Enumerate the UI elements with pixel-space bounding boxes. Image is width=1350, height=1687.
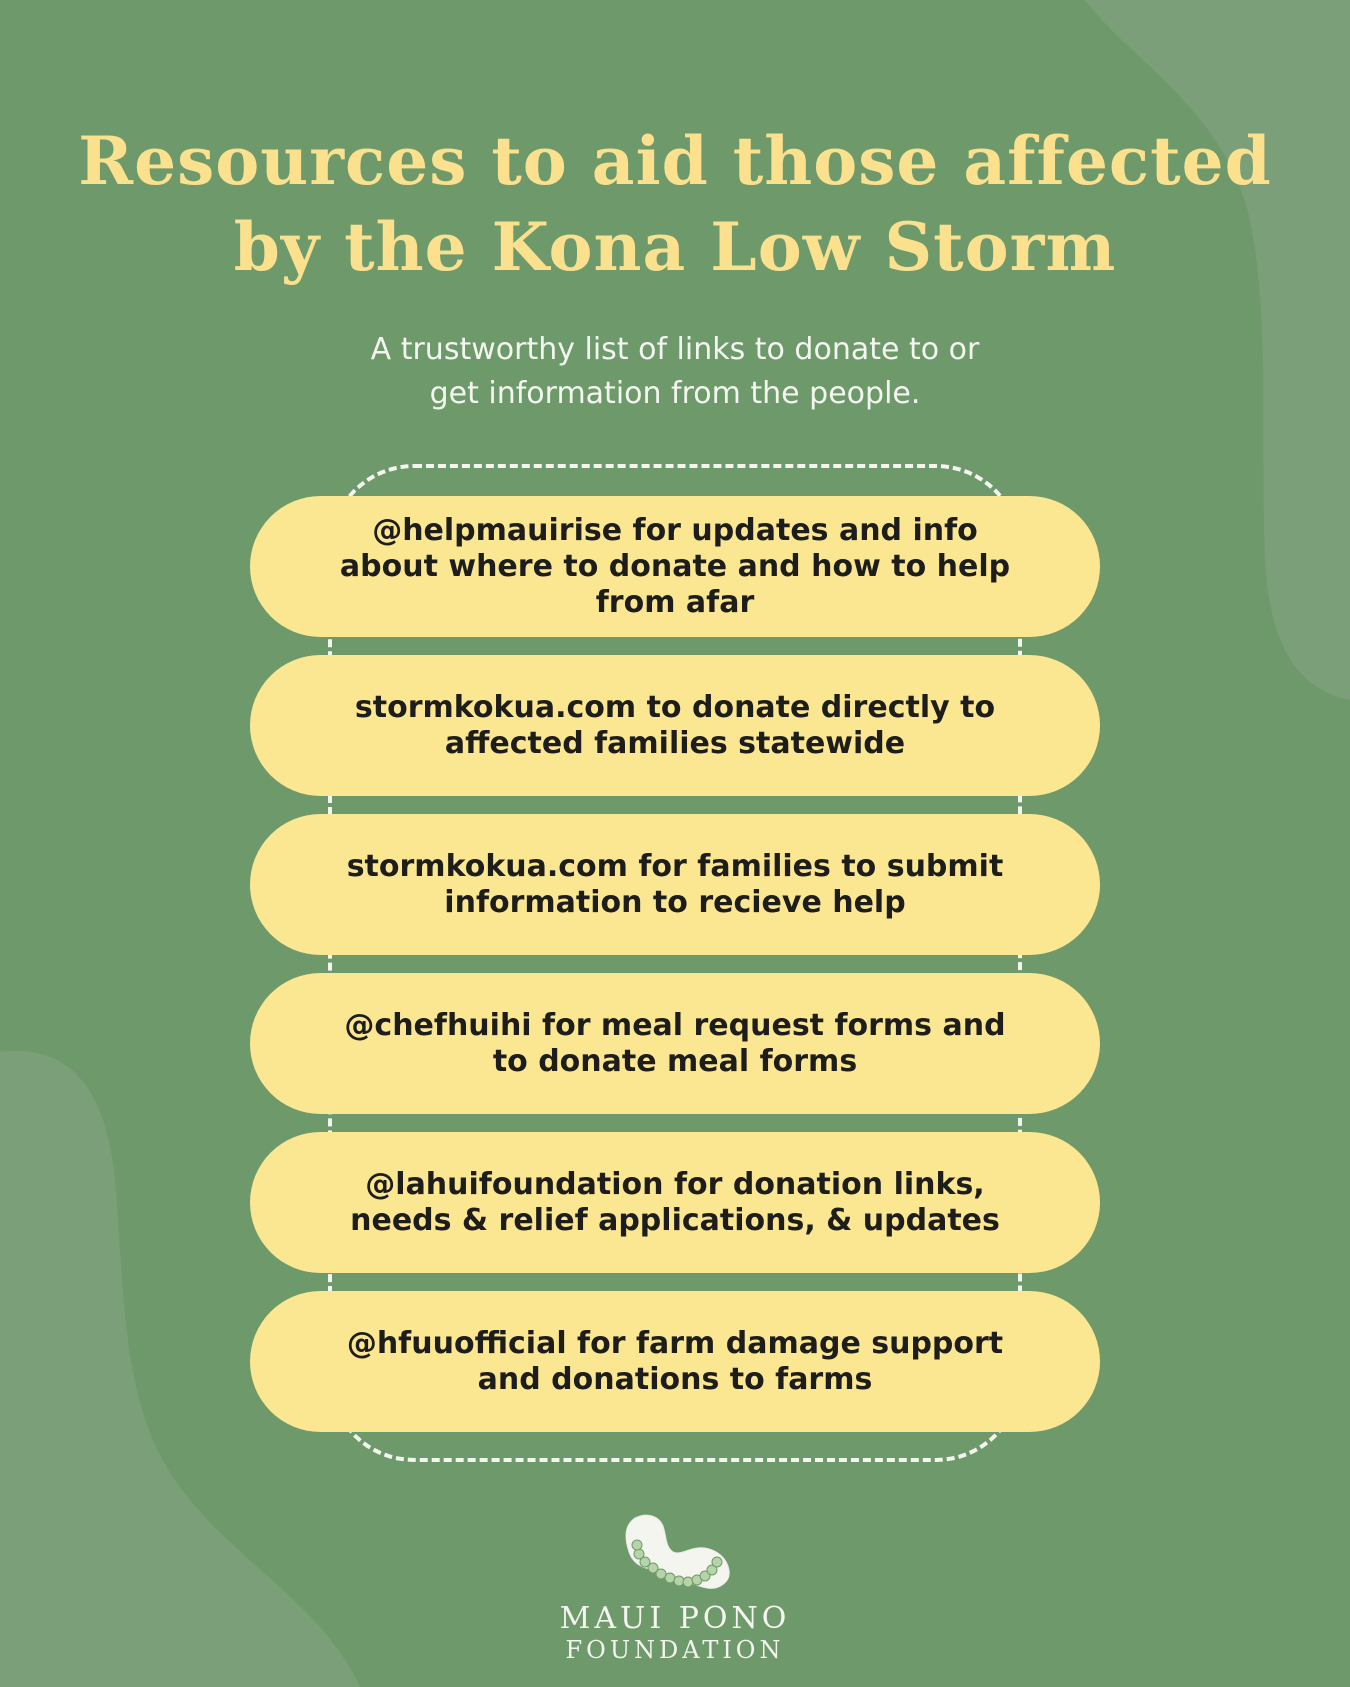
resource-text [330, 849, 1020, 921]
resource-line: stormkokua.com for families to submit [346, 848, 1004, 884]
resource-line: @chefhuihi for meal request forms and [344, 1007, 1006, 1043]
logo-wordmark-line2: FOUNDATION [565, 1636, 785, 1664]
resource-text [330, 513, 1020, 621]
resource-line: needs & relief applications, & updates [350, 1202, 1000, 1238]
title-line: by the Kona Low Storm [233, 208, 1117, 286]
resource-text [330, 690, 1020, 762]
resource-text [330, 1326, 1020, 1398]
subtitle-line: A trustworthy list of links to donate to or [370, 332, 980, 367]
resource-line: @lahuifoundation for donation links, [365, 1166, 985, 1202]
resource-item-stormkokua-donate [250, 655, 1100, 796]
resource-line: and donations to farms [477, 1361, 873, 1397]
page-title [0, 118, 1350, 290]
resource-line: stormkokua.com to donate directly to [354, 689, 996, 725]
resource-item-stormkokua-submit [250, 814, 1100, 955]
resource-item-hfuuofficial [250, 1291, 1100, 1432]
resource-item-helpmauirise [250, 496, 1100, 637]
resource-line: to donate meal forms [492, 1043, 858, 1079]
resource-item-lahuifoundation [250, 1132, 1100, 1273]
subtitle-line: get information from the people. [429, 376, 921, 411]
resource-line: @hfuuofficial for farm damage support [346, 1325, 1004, 1361]
title-line: Resources to aid those affected [78, 122, 1272, 200]
resource-text [330, 1167, 1020, 1239]
maui-island-lei-icon [615, 1512, 735, 1596]
resource-line: @helpmauirise for updates and info [372, 512, 978, 548]
resource-line: from afar [595, 584, 755, 620]
resource-list [250, 496, 1100, 1450]
resource-line: affected families statewide [444, 725, 906, 761]
logo-wordmark-line1: MAUI PONO [559, 1601, 791, 1636]
page-subtitle [0, 328, 1350, 416]
resource-line: about where to donate and how to help [339, 548, 1011, 584]
resource-line: information to recieve help [444, 884, 906, 920]
maui-pono-logo [520, 1512, 830, 1664]
resource-item-chefhuihi [250, 973, 1100, 1114]
resource-text [330, 1008, 1020, 1080]
